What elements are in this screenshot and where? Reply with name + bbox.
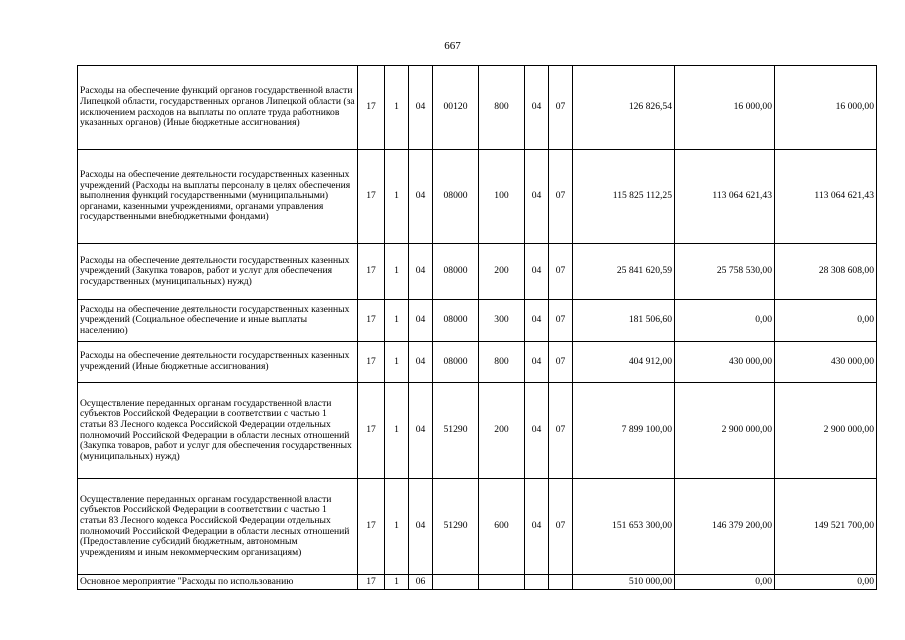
cell-amount: 0,00 [775, 300, 877, 342]
row-description: Основное мероприятие "Расходы по использованию [78, 575, 358, 590]
cell-code: 04 [409, 66, 433, 150]
cell-code: 07 [549, 66, 573, 150]
cell-code [549, 575, 573, 590]
cell-code: 04 [525, 300, 549, 342]
cell-code: 04 [525, 150, 549, 244]
cell-code: 1 [385, 244, 409, 300]
cell-amount: 2 900 000,00 [775, 383, 877, 479]
cell-code: 17 [358, 342, 385, 383]
row-description: Осуществление переданных органам государственной власти субъектов Российской Федерации в соответствии с частью 1 статьи 83 Лесного кодекса Российской Федерации отдельных полномочий Российской Федерации в области лесных отношений (Предоставление субсидий бюджетным, автономным учреждениям и иным некоммерческим организациям) [78, 479, 358, 575]
cell-code: 07 [549, 342, 573, 383]
row-description: Расходы на обеспечение деятельности государственных казенных учреждений (Социальное обеспечение и иные выплаты населению) [78, 300, 358, 342]
cell-amount: 151 653 300,00 [573, 479, 675, 575]
cell-amount: 430 000,00 [675, 342, 775, 383]
cell-code: 17 [358, 150, 385, 244]
cell-code: 04 [409, 479, 433, 575]
cell-code: 04 [525, 479, 549, 575]
table-row [78, 575, 877, 590]
cell-code: 04 [409, 244, 433, 300]
cell-amount: 0,00 [675, 300, 775, 342]
cell-code: 08000 [433, 342, 479, 383]
cell-code: 51290 [433, 479, 479, 575]
cell-code: 1 [385, 479, 409, 575]
cell-code: 08000 [433, 150, 479, 244]
cell-code: 00120 [433, 66, 479, 150]
table-row [78, 342, 877, 383]
cell-amount: 28 308 608,00 [775, 244, 877, 300]
table-row [78, 300, 877, 342]
cell-amount: 113 064 621,43 [675, 150, 775, 244]
cell-code: 17 [358, 383, 385, 479]
cell-amount: 113 064 621,43 [775, 150, 877, 244]
cell-code: 06 [409, 575, 433, 590]
table-row [78, 150, 877, 244]
row-description: Расходы на обеспечение деятельности государственных казенных учреждений (Иные бюджетные ассигнования) [78, 342, 358, 383]
cell-amount: 0,00 [775, 575, 877, 590]
cell-amount: 146 379 200,00 [675, 479, 775, 575]
cell-code: 51290 [433, 383, 479, 479]
cell-code: 07 [549, 479, 573, 575]
cell-code: 04 [409, 300, 433, 342]
cell-code: 04 [409, 150, 433, 244]
table-row [78, 66, 877, 150]
cell-code [433, 575, 479, 590]
cell-amount: 404 912,00 [573, 342, 675, 383]
cell-code: 1 [385, 66, 409, 150]
cell-code: 04 [409, 383, 433, 479]
cell-code: 07 [549, 244, 573, 300]
cell-amount: 0,00 [675, 575, 775, 590]
table-row [78, 479, 877, 575]
cell-amount: 115 825 112,25 [573, 150, 675, 244]
cell-code: 300 [479, 300, 525, 342]
cell-code: 04 [409, 342, 433, 383]
cell-amount: 181 506,60 [573, 300, 675, 342]
cell-code: 07 [549, 150, 573, 244]
cell-code: 1 [385, 575, 409, 590]
cell-code: 04 [525, 342, 549, 383]
cell-code: 04 [525, 383, 549, 479]
row-description: Расходы на обеспечение функций органов государственной власти Липецкой области, государственных органов Липецкой области (за исключением расходов на выплаты по оплате труда работников указанных органов) (Иные бюджетные ассигнования) [78, 66, 358, 150]
budget-table [77, 65, 877, 590]
cell-code: 17 [358, 479, 385, 575]
cell-code: 800 [479, 342, 525, 383]
cell-code: 08000 [433, 300, 479, 342]
cell-code: 1 [385, 342, 409, 383]
cell-code: 1 [385, 300, 409, 342]
cell-code: 1 [385, 150, 409, 244]
row-description: Осуществление переданных органам государственной власти субъектов Российской Федерации в соответствии с частью 1 статьи 83 Лесного кодекса Российской Федерации отдельных полномочий Российской Федерации в области лесных отношений (Закупка товаров, работ и услуг для обеспечения государственных (муниципальных) нужд) [78, 383, 358, 479]
cell-code: 04 [525, 66, 549, 150]
cell-code: 08000 [433, 244, 479, 300]
row-description: Расходы на обеспечение деятельности государственных казенных учреждений (Закупка товаров, работ и услуг для обеспечения государственных (муниципальных) нужд) [78, 244, 358, 300]
cell-amount: 25 841 620,59 [573, 244, 675, 300]
cell-amount: 2 900 000,00 [675, 383, 775, 479]
cell-code: 100 [479, 150, 525, 244]
table-row [78, 244, 877, 300]
cell-code: 17 [358, 66, 385, 150]
cell-code: 17 [358, 244, 385, 300]
table-row [78, 383, 877, 479]
cell-code: 04 [525, 244, 549, 300]
cell-code: 17 [358, 575, 385, 590]
cell-code: 1 [385, 383, 409, 479]
cell-amount: 25 758 530,00 [675, 244, 775, 300]
cell-code: 07 [549, 383, 573, 479]
row-description: Расходы на обеспечение деятельности государственных казенных учреждений (Расходы на выплаты персоналу в целях обеспечения выполнения функций государственными (муниципальными) органами, казенными учреждениями, органами управления государственными внебюджетными фондами) [78, 150, 358, 244]
cell-code: 17 [358, 300, 385, 342]
page-number: 667 [444, 40, 461, 52]
cell-code: 600 [479, 479, 525, 575]
cell-amount: 430 000,00 [775, 342, 877, 383]
cell-code: 07 [549, 300, 573, 342]
cell-amount: 16 000,00 [775, 66, 877, 150]
cell-amount: 126 826,54 [573, 66, 675, 150]
cell-code: 200 [479, 244, 525, 300]
cell-amount: 149 521 700,00 [775, 479, 877, 575]
cell-amount: 16 000,00 [675, 66, 775, 150]
cell-code: 800 [479, 66, 525, 150]
cell-code [479, 575, 525, 590]
cell-code [525, 575, 549, 590]
cell-amount: 7 899 100,00 [573, 383, 675, 479]
cell-code: 200 [479, 383, 525, 479]
cell-amount: 510 000,00 [573, 575, 675, 590]
